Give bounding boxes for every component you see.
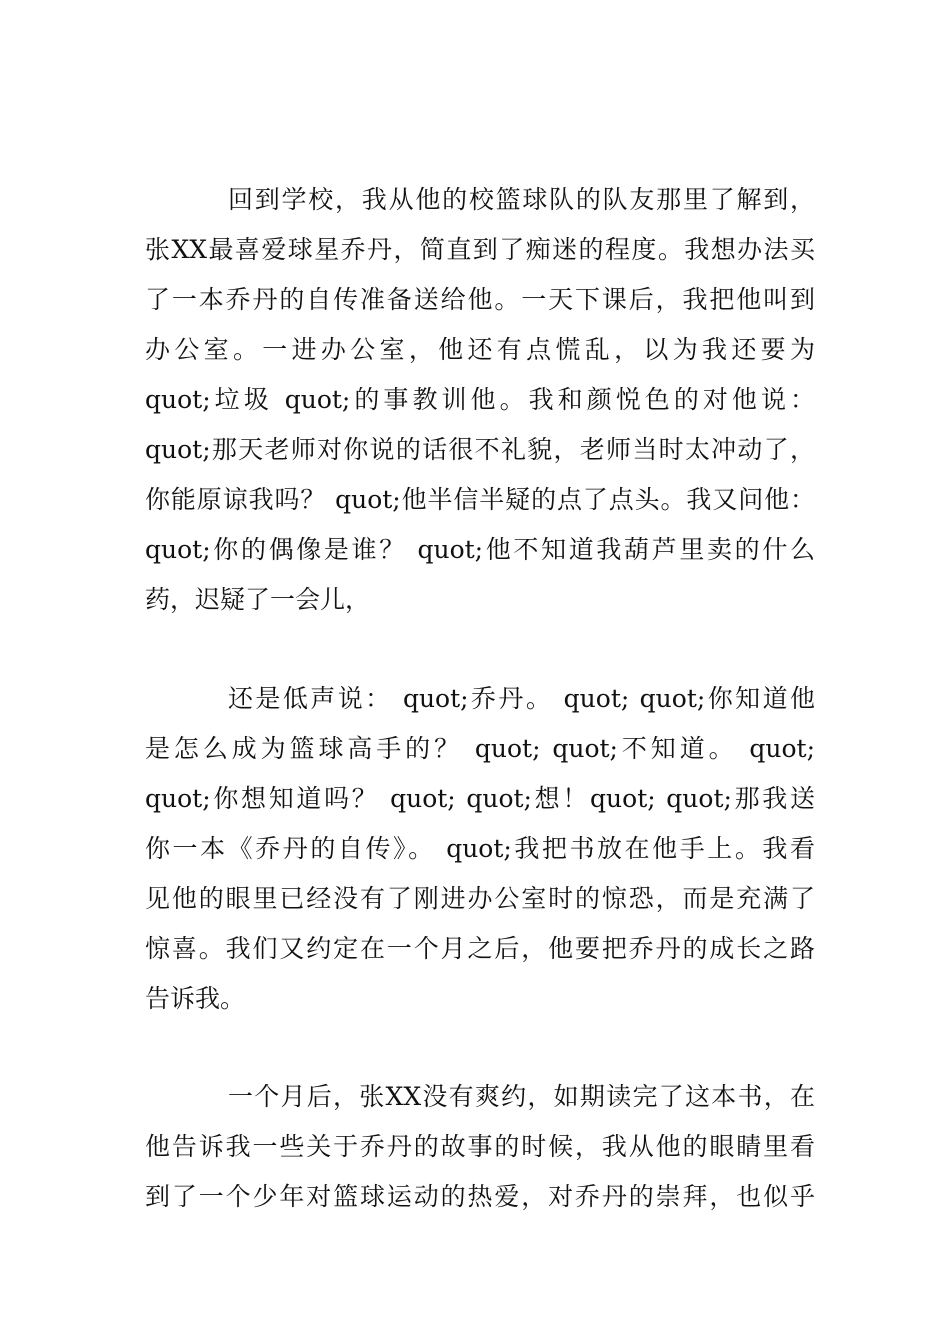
paragraph-line: 还是低声说： quot;乔丹。 quot; quot;你知道他	[228, 684, 815, 713]
paragraph-line: 你一本《乔丹的自传》。 quot;我把书放在他手上。我看	[145, 834, 815, 863]
paragraph-line: 回到学校，我从他的校篮球队的队友那里了解到，	[228, 185, 815, 214]
paragraph-line: 一个月后，张XX没有爽约，如期读完了这本书，在	[228, 1082, 815, 1111]
paragraph-line: quot;垃圾 quot;的事教训他。我和颜悦色的对他说：	[145, 385, 815, 414]
paragraph-line: 他告诉我一些关于乔丹的故事的时候，我从他的眼睛里看	[145, 1132, 815, 1161]
paragraph-line: 张XX最喜爱球星乔丹，简直到了痴迷的程度。我想办法买	[145, 235, 815, 264]
paragraph-line: 了一本乔丹的自传准备送给他。一天下课后，我把他叫到	[145, 285, 815, 314]
paragraph-line: 办公室。一进办公室，他还有点慌乱，以为我还要为	[145, 335, 815, 364]
paragraph-line: quot;你想知道吗？ quot; quot;想！quot; quot;那我送	[145, 784, 815, 813]
paragraph-line: 惊喜。我们又约定在一个月之后，他要把乔丹的成长之路	[145, 934, 815, 963]
paragraph-line: 药，迟疑了一会儿，	[145, 585, 371, 614]
paragraph-line: quot;你的偶像是谁？ quot;他不知道我葫芦里卖的什么	[145, 535, 815, 564]
paragraph-line: quot;那天老师对你说的话很不礼貌，老师当时太冲动了，	[145, 435, 815, 464]
paragraph-line: 是怎么成为篮球高手的？ quot; quot;不知道。 quot;	[145, 734, 815, 763]
paragraph-line: 到了一个少年对篮球运动的热爱，对乔丹的崇拜，也似乎	[145, 1182, 815, 1211]
paragraph-line: 见他的眼里已经没有了刚进办公室时的惊恐，而是充满了	[145, 884, 815, 913]
paragraph-line: 你能原谅我吗？ quot;他半信半疑的点了点头。我又问他：	[145, 485, 815, 514]
paragraph-line: 告诉我。	[145, 984, 246, 1013]
